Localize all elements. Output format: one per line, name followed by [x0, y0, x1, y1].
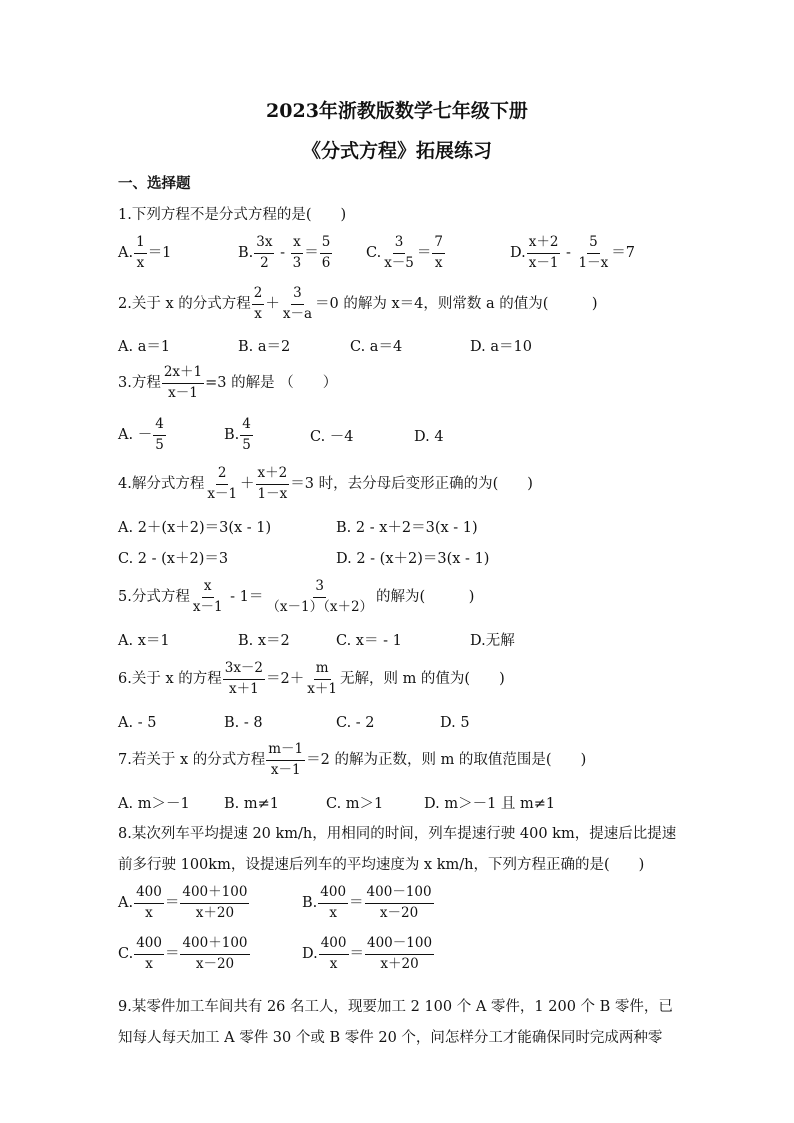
fraction-denominator: x＋1: [307, 680, 337, 697]
fraction-numerator: 3: [291, 287, 304, 305]
q4-stem: [118, 467, 533, 501]
q5-option-c: C. x＝ - 1: [336, 633, 402, 649]
q8-b-eq: ＝: [349, 895, 364, 911]
q8-b-label: B.: [302, 895, 318, 911]
q5-post: 的解为( ): [376, 589, 475, 605]
q1-a-label: A.: [118, 245, 134, 261]
fraction-numerator: 2: [252, 287, 265, 305]
q3-a-label: A. －: [118, 427, 153, 443]
q3-fraction: [162, 366, 204, 400]
q6-option-b: B. - 8: [224, 715, 263, 731]
fraction-denominator: x: [145, 955, 153, 972]
q4-option-c: C. 2 - (x＋2)＝3: [118, 551, 229, 567]
q4-post: ＝3 时，去分母后变形正确的为( ): [290, 476, 533, 492]
q5-option-a: A. x＝1: [118, 633, 170, 649]
fraction-denominator: x＋20: [195, 904, 235, 921]
q8-option-b: [302, 886, 435, 920]
q5-stem: [118, 580, 474, 614]
fraction-denominator: x＋20: [380, 955, 419, 972]
fraction-numerator: 4: [153, 418, 166, 436]
q7-option-a: A. m＞－1: [118, 796, 190, 812]
fraction-numerator: 3: [393, 236, 406, 254]
q6-fraction-1: [223, 662, 265, 696]
q7-option-c: C. m＞1: [326, 796, 384, 812]
q6-pre: 6.关于 x 的方程: [118, 671, 222, 687]
q4-option-a: A. 2＋(x＋2)＝3(x - 1): [118, 520, 272, 536]
q8-c-label: C.: [118, 946, 134, 962]
q2-fraction-2: [281, 287, 314, 321]
fraction-denominator: x－5: [384, 254, 414, 271]
fraction-denominator: 1－x: [578, 254, 609, 271]
q3-a-fraction: [153, 418, 166, 452]
fraction-numerator: 2: [216, 467, 229, 485]
q4-fraction-2: [256, 467, 290, 501]
q9-stem-line-1: 9.某零件加工车间共有 26 名工人，现要加工 2 100 个 A 零件，1 200 个 B 零件，已: [118, 999, 673, 1015]
fraction-numerator: 400: [134, 937, 164, 955]
q2-option-c: C. a＝4: [350, 339, 403, 355]
q6-mid: ＝2＋: [266, 671, 305, 687]
q1-option-a: [118, 236, 171, 270]
q3-post: =3 的解是 （ ）: [205, 375, 338, 391]
q4-option-d: D. 2 - (x＋2)＝3(x - 1): [336, 551, 490, 567]
fraction-numerator: 400－100: [365, 886, 434, 904]
q1-a-fraction: [134, 236, 147, 270]
q7-stem: [118, 743, 586, 777]
fraction-denominator: x: [254, 305, 262, 322]
q8-c-eq: ＝: [164, 946, 180, 962]
fraction-denominator: x－a: [282, 305, 312, 322]
fraction-numerator: 7: [432, 236, 445, 254]
q6-option-a: A. - 5: [118, 715, 157, 731]
q1-option-c: [366, 236, 446, 270]
fraction-numerator: 5: [320, 236, 333, 254]
q1-b-fraction-2: [291, 236, 304, 270]
q1-c-fraction-2: [432, 236, 445, 270]
fraction-denominator: x: [145, 904, 153, 921]
fraction-denominator: 6: [321, 254, 331, 271]
q7-option-b: B. m≠1: [224, 796, 279, 812]
q2-fraction-1: [252, 287, 265, 321]
fraction-denominator: （x－1）（x＋2）: [266, 598, 374, 615]
fraction-denominator: x: [434, 254, 443, 271]
q6-post: 无解，则 m 的值为( ): [339, 671, 505, 687]
fraction-denominator: x－20: [379, 904, 419, 921]
q8-a-eq: ＝: [164, 895, 180, 911]
q8-b-fraction-right: [365, 886, 434, 920]
q1-b-eq: ＝: [304, 245, 319, 261]
q8-option-c: [118, 937, 251, 971]
q8-option-d: [302, 937, 435, 971]
fraction-denominator: x－1: [528, 254, 559, 271]
q2-option-d: D. a＝10: [470, 339, 532, 355]
fraction-denominator: x－1: [168, 384, 198, 401]
section-heading: 一、选择题: [118, 175, 191, 192]
q8-d-eq: ＝: [349, 946, 364, 962]
q8-a-fraction-right: [180, 886, 249, 920]
q3-b-label: B.: [224, 427, 240, 443]
q6-stem: [118, 662, 505, 696]
q6-option-d: D. 5: [440, 715, 470, 731]
q6-fraction-2: [305, 662, 339, 696]
fraction-numerator: 400＋100: [180, 886, 249, 904]
fraction-denominator: x－1: [270, 761, 301, 778]
q1-a-tail: ＝1: [147, 245, 172, 261]
q1-b-fraction-3: [320, 236, 333, 270]
q1-b-fraction-1: [254, 236, 274, 270]
fraction-denominator: x: [329, 904, 337, 921]
q3-pre: 3.方程: [118, 375, 161, 391]
q1-b-sep: -: [275, 245, 290, 261]
q8-b-fraction-left: [318, 886, 348, 920]
q8-a-fraction-left: [134, 886, 164, 920]
q8-d-fraction-left: [319, 937, 349, 971]
fraction-denominator: 5: [242, 436, 251, 453]
q5-fraction-1: [191, 580, 225, 614]
q8-a-label: A.: [118, 895, 134, 911]
fraction-numerator: 400: [134, 886, 164, 904]
q1-c-label: C.: [366, 245, 382, 261]
fraction-numerator: 400＋100: [180, 937, 249, 955]
q4-option-b: B. 2 - x＋2＝3(x - 1): [336, 520, 478, 536]
fraction-denominator: 2: [260, 254, 269, 271]
q3-option-d: D. 4: [414, 429, 444, 445]
fraction-numerator: m－1: [266, 743, 305, 761]
fraction-numerator: 3x: [254, 236, 274, 254]
fraction-denominator: x－1: [192, 598, 223, 615]
q2-stem: [118, 287, 598, 321]
q8-option-a: [118, 886, 250, 920]
q1-option-b: [238, 236, 333, 270]
fraction-numerator: 3x－2: [223, 662, 265, 680]
q1-stem: 1.下列方程不是分式方程的是( ): [118, 207, 347, 223]
fraction-denominator: x: [136, 254, 145, 271]
fraction-numerator: 5: [587, 236, 600, 254]
q1-d-tail: ＝7: [611, 245, 635, 261]
q8-d-fraction-right: [365, 937, 434, 971]
fraction-numerator: x: [291, 236, 303, 254]
q5-option-b: B. x＝2: [238, 633, 290, 649]
fraction-numerator: 2x＋1: [162, 366, 204, 384]
q7-post: ＝2 的解为正数，则 m 的取值范围是( ): [306, 752, 587, 768]
fraction-numerator: 1: [134, 236, 147, 254]
q4-plus: ＋: [240, 476, 255, 492]
q3-option-c: C. －4: [310, 429, 354, 445]
q7-pre: 7.若关于 x 的分式方程: [118, 752, 266, 768]
fraction-numerator: 400: [319, 937, 349, 955]
fraction-denominator: x＋1: [229, 680, 259, 697]
q2-pre: 2.关于 x 的分式方程: [118, 296, 251, 312]
q3-b-fraction: [240, 418, 253, 452]
q3-stem: [118, 366, 337, 400]
q1-c-eq: ＝: [416, 245, 432, 261]
q9-stem-line-2: 知每人每天加工 A 零件 30 个或 B 零件 20 个，问怎样分工才能确保同时完成两种零: [118, 1030, 663, 1046]
fraction-numerator: 3: [313, 580, 326, 598]
fraction-denominator: x－20: [195, 955, 235, 972]
q1-c-fraction-1: [382, 236, 416, 270]
q2-plus: ＋: [265, 296, 280, 312]
q8-d-label: D.: [302, 946, 318, 962]
q5-mid: - 1＝: [225, 589, 264, 605]
q1-d-fraction-2: [577, 236, 611, 270]
q3-option-b: [224, 418, 254, 452]
q4-fraction-1: [205, 467, 239, 501]
q2-option-a: A. a＝1: [118, 339, 171, 355]
fraction-denominator: 1－x: [257, 485, 288, 502]
q8-stem-line-1: 8.某次列车平均提速 20 km/h，用相同的时间，列车提速行驶 400 km，提速后比提速: [118, 826, 677, 842]
page-subtitle: 《分式方程》拓展练习: [301, 140, 492, 162]
fraction-numerator: x: [202, 580, 214, 598]
q1-d-label: D.: [510, 245, 526, 261]
q7-fraction: [266, 743, 305, 777]
q1-d-sep: -: [561, 245, 576, 261]
q2-post: ＝0 的解为 x＝4，则常数 a 的值为( ): [315, 296, 598, 312]
page-title: 2023年浙教版数学七年级下册: [266, 100, 528, 122]
q1-d-fraction-1: [527, 236, 561, 270]
fraction-numerator: 400－100: [365, 937, 434, 955]
fraction-denominator: x: [329, 955, 338, 972]
q8-c-fraction-right: [180, 937, 249, 971]
q5-pre: 5.分式方程: [118, 589, 190, 605]
fraction-denominator: 3: [292, 254, 302, 271]
fraction-numerator: m: [314, 662, 331, 680]
q4-pre: 4.解分式方程: [118, 476, 205, 492]
q5-option-d: D.无解: [470, 633, 515, 649]
q6-option-c: C. - 2: [336, 715, 375, 731]
fraction-numerator: 400: [318, 886, 348, 904]
fraction-denominator: x－1: [207, 485, 238, 502]
q8-c-fraction-left: [134, 937, 164, 971]
q5-fraction-2: [264, 580, 375, 614]
fraction-numerator: x＋2: [527, 236, 561, 254]
q1-b-label: B.: [238, 245, 254, 261]
q1-option-d: [510, 236, 635, 270]
q7-option-d: D. m＞－1 且 m≠1: [424, 796, 556, 812]
q3-option-a: [118, 418, 167, 452]
q2-option-b: B. a＝2: [238, 339, 291, 355]
fraction-denominator: 5: [155, 436, 164, 453]
fraction-numerator: 4: [240, 418, 253, 436]
q8-stem-line-2: 前多行驶 100km，设提速后列车的平均速度为 x km/h，下列方程正确的是( ): [118, 857, 645, 873]
fraction-numerator: x＋2: [256, 467, 290, 485]
